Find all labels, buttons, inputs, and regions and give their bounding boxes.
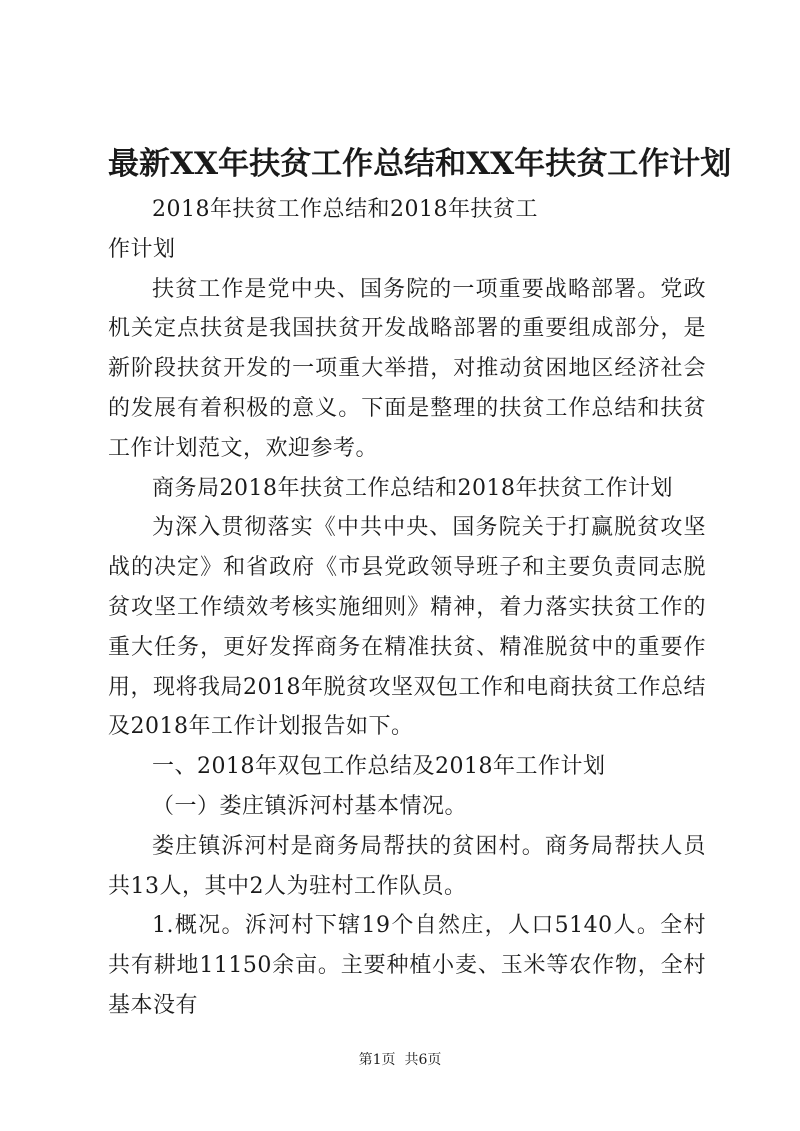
- paragraph-village-intro: 娄庄镇泝河村是商务局帮扶的贫困村。商务局帮扶人员共13人，其中2人为驻村工作队员。: [108, 833, 706, 899]
- paragraph-overview: 1.概况。泝河村下辖19个自然庄，人口5140人。全村共有耕地11150余亩。主要种植小麦、玉米等农作物，全村基本没有: [108, 913, 706, 1018]
- document-title: 最新XX年扶贫工作总结和XX年扶贫工作计划: [108, 146, 732, 182]
- page-number-label: 第1页 共6页: [358, 1052, 442, 1068]
- paragraph-subsection-heading: （一）娄庄镇泝河村基本情况。: [152, 793, 468, 819]
- document-body: [108, 190, 706, 1026]
- paragraph-section-heading: 商务局2018年扶贫工作总结和2018年扶贫工作计划: [152, 475, 673, 501]
- page-footer: [0, 1050, 800, 1070]
- paragraph-intro: 扶贫工作是党中央、国务院的一项重要战略部署。党政机关定点扶贫是我国扶贫开发战略部署的重要组成部分，是新阶段扶贫开发的一项重大举措，对推动贫困地区经济社会的发展有着积极的意义。下面是整理的扶贫工作总结和扶贫工作计划范文，欢迎参考。: [108, 276, 706, 461]
- paragraph-purpose: 为深入贯彻落实《中共中央、国务院关于打赢脱贫攻坚战的决定》和省政府《市县党政领导班子和主要负责同志脱贫攻坚工作绩效考核实施细则》精神，着力落实扶贫工作的重大任务，更好发挥商务在精准扶贫、精准脱贫中的重要作用，现将我局2018年脱贫攻坚双包工作和电商扶贫工作总结及2018年工作计划报告如下。: [108, 515, 706, 740]
- paragraph-part-one-heading: 一、2018年双包工作总结及2018年工作计划: [152, 754, 606, 780]
- document-subtitle: 2018年扶贫工作总结和2018年扶贫工作计划: [108, 197, 538, 262]
